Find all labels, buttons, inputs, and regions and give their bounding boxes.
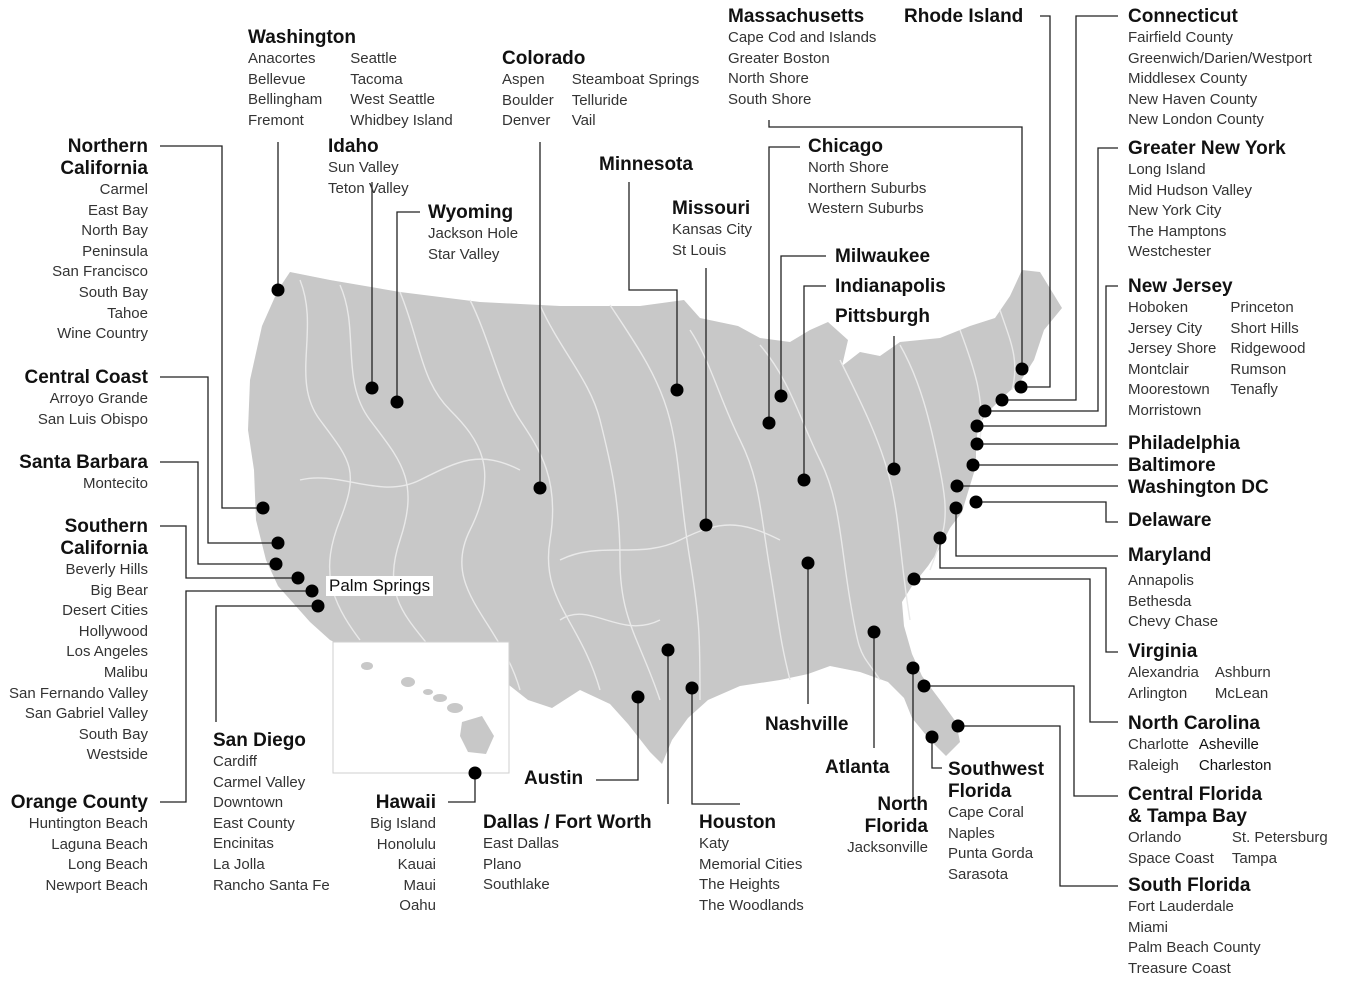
place-name: San Francisco <box>52 263 148 281</box>
place-name: West Seattle <box>350 91 435 109</box>
place-name: Whidbey Island <box>350 111 453 129</box>
place-name: Kauai <box>397 856 436 874</box>
region-title: Virginia <box>1128 641 1198 662</box>
place-name: Naples <box>948 824 995 842</box>
place-name: New York City <box>1128 202 1222 220</box>
place-name: Desert Cities <box>62 602 148 620</box>
label-chicago <box>808 136 926 220</box>
place-name: East County <box>213 814 295 832</box>
place-name: Arlington <box>1128 684 1188 702</box>
label-indianapolis <box>835 276 946 298</box>
place-name: Middlesex County <box>1128 70 1248 88</box>
region-title: North Carolina <box>1128 713 1260 734</box>
place-name: St Louis <box>672 241 727 259</box>
place-name: Jackson Hole <box>428 225 519 242</box>
place-name: Telluride <box>571 91 628 109</box>
place-name: Cape Coral <box>948 804 1024 821</box>
region-title: Atlanta <box>825 757 890 778</box>
place-name: Plano <box>483 855 522 873</box>
place-name: Greater Boston <box>728 49 830 67</box>
place-name: Charlotte <box>1128 736 1189 753</box>
place-name: Hoboken <box>1128 299 1189 316</box>
place-name: Encinitas <box>213 835 274 853</box>
place-name: McLean <box>1214 684 1269 702</box>
region-title: Austin <box>524 768 584 789</box>
label-missouri <box>672 198 752 261</box>
region-title: Delaware <box>1128 510 1212 531</box>
region-title: Colorado <box>502 48 586 69</box>
label-santa-barbara <box>19 452 148 495</box>
place-name: Tahoe <box>107 304 148 322</box>
region-title: Baltimore <box>1128 455 1216 476</box>
place-name: Cape Cod and Islands <box>728 29 877 46</box>
place-name: Steamboat Springs <box>571 71 700 88</box>
place-name: East Bay <box>87 201 148 219</box>
place-name: New Haven County <box>1128 90 1258 108</box>
place-name: Malibu <box>103 663 148 681</box>
place-name: Big Bear <box>90 581 148 599</box>
region-title: Milwaukee <box>835 246 931 267</box>
place-name: St. Petersburg <box>1231 829 1328 846</box>
place-name: Treasure Coast <box>1128 959 1231 977</box>
place-name: San Fernando Valley <box>9 684 148 702</box>
label-washington-dc <box>1128 477 1269 499</box>
place-name: Western Suburbs <box>808 200 924 218</box>
label-southwest-florida <box>948 759 1044 885</box>
place-name: Katy <box>699 835 730 852</box>
label-pittsburgh <box>835 306 930 328</box>
label-baltimore <box>1128 455 1216 477</box>
region-title: Southwest <box>948 759 1045 780</box>
region-title: Santa Barbara <box>19 452 148 473</box>
label-massachusetts <box>728 6 876 110</box>
label-hawaii <box>370 792 436 917</box>
region-title: Missouri <box>672 198 751 219</box>
place-name: Anacortes <box>248 50 316 67</box>
label-dallas-fort-worth <box>483 812 652 896</box>
region-title: Central Coast <box>24 367 148 388</box>
place-name: Bellingham <box>248 91 323 109</box>
place-name: The Hamptons <box>1128 222 1227 240</box>
region-title: Massachusetts <box>728 6 865 27</box>
label-nashville <box>765 714 848 736</box>
label-southern-california <box>9 516 148 766</box>
place-name: Beverly Hills <box>65 561 148 578</box>
label-wyoming <box>428 202 518 265</box>
label-philadelphia <box>1128 433 1240 455</box>
place-name: Jersey City <box>1128 319 1203 337</box>
place-name: North Shore <box>728 70 809 88</box>
place-name: Bellevue <box>248 70 306 88</box>
place-name: Long Island <box>1128 161 1206 178</box>
label-south-florida <box>1128 875 1261 979</box>
region-title: Connecticut <box>1128 6 1238 27</box>
place-name: Miami <box>1128 918 1168 936</box>
region-title: Philadelphia <box>1128 433 1240 454</box>
region-title: San Diego <box>213 730 306 751</box>
region-title: & Tampa Bay <box>1128 806 1247 827</box>
place-name: Westside <box>86 746 148 764</box>
place-name: Asheville <box>1198 736 1259 753</box>
place-name: Hollywood <box>78 622 148 640</box>
region-title: New Jersey <box>1128 276 1233 297</box>
place-name: The Heights <box>699 876 780 894</box>
label-new-jersey <box>1128 276 1305 422</box>
place-name: Maui <box>403 876 436 894</box>
place-name: North Bay <box>81 222 148 240</box>
region-title: Dallas / Fort Worth <box>483 812 652 833</box>
region-title: California <box>60 538 148 559</box>
label-minnesota <box>599 154 693 176</box>
place-name: Rumson <box>1230 360 1287 378</box>
place-name: Tenafly <box>1230 381 1278 399</box>
region-title: Florida <box>864 816 928 837</box>
place-name: New London County <box>1128 111 1264 129</box>
place-name: Carmel Valley <box>213 773 306 791</box>
region-title: Wyoming <box>428 202 514 223</box>
place-name: Jacksonville <box>847 839 928 856</box>
label-central-florida <box>1128 784 1328 869</box>
place-name: Star Valley <box>428 245 500 263</box>
label-houston <box>699 812 804 916</box>
place-name: Arroyo Grande <box>49 390 148 407</box>
label-rhode-island <box>904 6 1023 28</box>
place-name: Chevy Chase <box>1128 613 1219 631</box>
place-name: Rancho Santa Fe <box>213 876 330 894</box>
place-name: Raleigh <box>1128 756 1179 774</box>
place-name: Ashburn <box>1214 664 1271 681</box>
place-name: Charleston <box>1198 756 1272 774</box>
region-title: Houston <box>699 812 777 833</box>
place-name: Sarasota <box>948 865 1009 883</box>
region-title: Nashville <box>765 714 849 735</box>
label-palm-springs: Palm Springs <box>326 576 433 596</box>
label-milwaukee <box>835 246 930 268</box>
label-virginia <box>1128 641 1271 704</box>
place-name: San Gabriel Valley <box>24 705 148 723</box>
place-name: East Dallas <box>483 835 559 852</box>
place-name: Palm Beach County <box>1128 939 1261 957</box>
label-north-carolina <box>1128 713 1271 776</box>
place-name: Mid Hudson Valley <box>1128 181 1252 199</box>
region-title: Pittsburgh <box>835 306 930 327</box>
place-name: Southlake <box>483 876 550 894</box>
region-title: Orange County <box>10 792 148 813</box>
place-name: Westchester <box>1128 243 1212 261</box>
label-north-florida <box>847 794 928 859</box>
region-title: North <box>877 794 928 815</box>
place-name: La Jolla <box>213 855 265 873</box>
place-name: Wine Country <box>57 325 148 343</box>
label-washington <box>248 27 453 131</box>
place-name: Morristown <box>1128 401 1202 419</box>
place-name: Space Coast <box>1128 849 1214 867</box>
place-name: Peninsula <box>82 242 148 260</box>
place-name: San Luis Obispo <box>37 410 148 428</box>
place-name: Bethesda <box>1128 592 1192 610</box>
region-title: Hawaii <box>375 792 436 813</box>
place-name: Big Island <box>370 815 436 832</box>
region-title: South Florida <box>1128 875 1251 896</box>
place-name: Downtown <box>213 794 284 812</box>
place-name: Moorestown <box>1128 381 1210 399</box>
place-name: Huntington Beach <box>28 815 148 832</box>
place-name: Short Hills <box>1230 319 1299 337</box>
place-name: Newport Beach <box>45 876 148 894</box>
label-connecticut <box>1128 6 1312 131</box>
place-name: Denver <box>502 112 551 130</box>
place-name: Jersey Shore <box>1128 340 1217 358</box>
region-title: California <box>60 158 148 179</box>
place-name: Laguna Beach <box>51 835 148 853</box>
place-name: North Shore <box>808 159 889 176</box>
place-name: Montecito <box>82 475 148 492</box>
place-name: Fairfield County <box>1128 29 1234 46</box>
place-name: Los Angeles <box>66 643 148 661</box>
place-name: Orlando <box>1128 829 1182 846</box>
region-title: Washington <box>248 27 356 48</box>
place-name: South Bay <box>78 283 148 301</box>
region-title: Minnesota <box>599 154 693 175</box>
place-name: South Shore <box>728 90 812 108</box>
place-name: Vail <box>571 112 596 130</box>
place-name: Princeton <box>1230 299 1294 316</box>
place-name: Fremont <box>248 111 304 129</box>
place-name: Kansas City <box>672 221 753 238</box>
place-name: Boulder <box>502 91 554 109</box>
place-name: Teton Valley <box>328 179 409 197</box>
place-name: Aspen <box>502 71 545 88</box>
place-name: Sun Valley <box>328 159 399 176</box>
place-name: Oahu <box>399 897 436 915</box>
region-title: Rhode Island <box>904 6 1024 27</box>
label-orange-county <box>11 792 148 896</box>
place-name: Memorial Cities <box>699 855 803 873</box>
place-name: Carmel <box>99 181 148 198</box>
region-title: Greater New York <box>1128 138 1286 159</box>
label-maryland <box>1128 545 1218 633</box>
place-name: Long Beach <box>67 856 148 874</box>
place-name: Fort Lauderdale <box>1128 898 1234 915</box>
region-title: Chicago <box>808 136 883 157</box>
region-title: Indianapolis <box>835 276 946 297</box>
region-title: Central Florida <box>1128 784 1263 805</box>
place-name: Alexandria <box>1128 664 1199 681</box>
region-title: Washington DC <box>1128 477 1269 498</box>
place-name: Honolulu <box>376 835 436 853</box>
place-name: Ridgewood <box>1230 340 1306 358</box>
region-title: Maryland <box>1128 545 1212 566</box>
label-delaware <box>1128 510 1211 532</box>
place-name: Montclair <box>1128 360 1189 378</box>
region-title: Idaho <box>328 136 379 157</box>
region-title: Florida <box>948 781 1012 802</box>
label-atlanta <box>825 757 889 779</box>
place-name: Annapolis <box>1128 572 1194 589</box>
place-name: Seattle <box>350 50 397 67</box>
region-title: Northern <box>67 136 148 157</box>
label-colorado <box>502 48 699 132</box>
label-austin <box>524 768 583 790</box>
region-title: Southern <box>64 516 148 537</box>
place-name: Tacoma <box>350 70 403 88</box>
place-name: Punta Gorda <box>948 845 1034 863</box>
label-greater-new-york <box>1128 138 1286 263</box>
label-central-coast <box>24 367 148 430</box>
label-northern-california <box>52 136 148 345</box>
place-name: Northern Suburbs <box>808 179 927 197</box>
place-name: Tampa <box>1231 849 1277 867</box>
place-name: South Bay <box>78 725 148 743</box>
place-name: Cardiff <box>213 753 257 770</box>
label-san-diego <box>213 730 330 896</box>
place-name: The Woodlands <box>699 896 804 914</box>
label-idaho <box>328 136 409 199</box>
place-name: Greenwich/Darien/Westport <box>1128 49 1312 67</box>
